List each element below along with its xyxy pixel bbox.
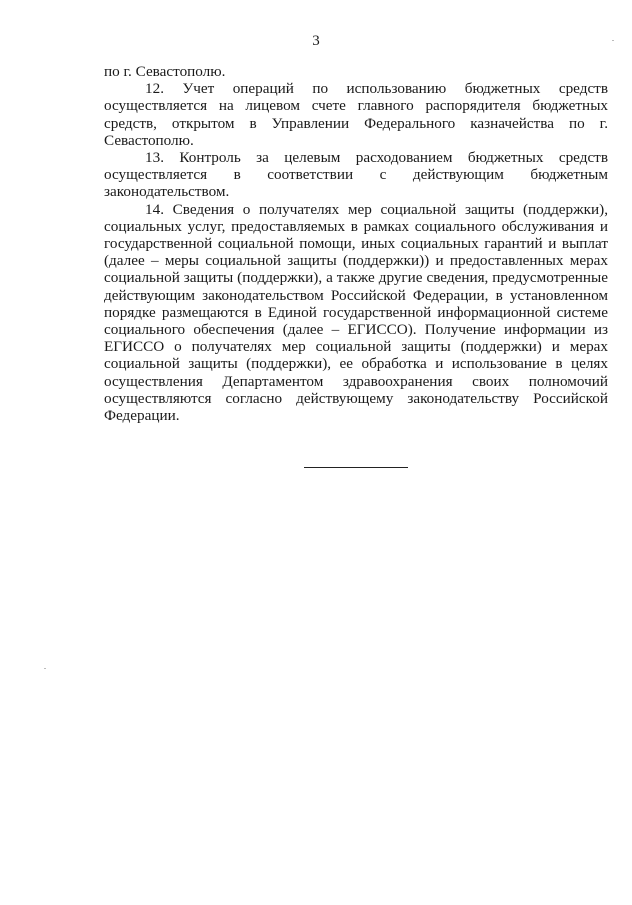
scan-speck <box>612 40 614 41</box>
paragraph-14: 14. Сведения о получателях мер социальной защиты (поддержки), социальных услуг, предоставляемых в рамках социального обслуживания и государственной социальной помощи, иных социальных гарантий и выплат (далее – меры социальной защиты (поддержки)) и предоставленных мерах социальной защиты (поддержки), а также другие сведения, предусмотренные действующим законодательством Российской Федерации, в установленном порядке размещаются в Единой государственной информационной системе социального обеспечения (далее – ЕГИССО). Получение информации из ЕГИССО о получателях мер социальной защиты (поддержки) и мерах социальной защиты (поддержки), ее обработка и использование в целях осуществления Департаментом здравоохранения своих полномочий осуществляются согласно действующему законодательству Российской Федерации. <box>104 200 608 425</box>
document-body <box>104 63 608 424</box>
page-number: 3 <box>312 33 320 49</box>
paragraph-12: 12. Учет операций по использованию бюджетных средств осуществляется на лицевом счете главного распорядителя бюджетных средств, открытом в Управлении Федерального казначейства по г. Севастополю. <box>104 80 608 149</box>
paragraph-13: 13. Контроль за целевым расходованием бюджетных средств осуществляется в соответствии с действующим бюджетным законодательством. <box>104 149 608 201</box>
end-divider-line <box>304 467 408 468</box>
paragraph-continuation: по г. Севастополю. <box>104 63 226 80</box>
scan-speck <box>44 668 46 669</box>
